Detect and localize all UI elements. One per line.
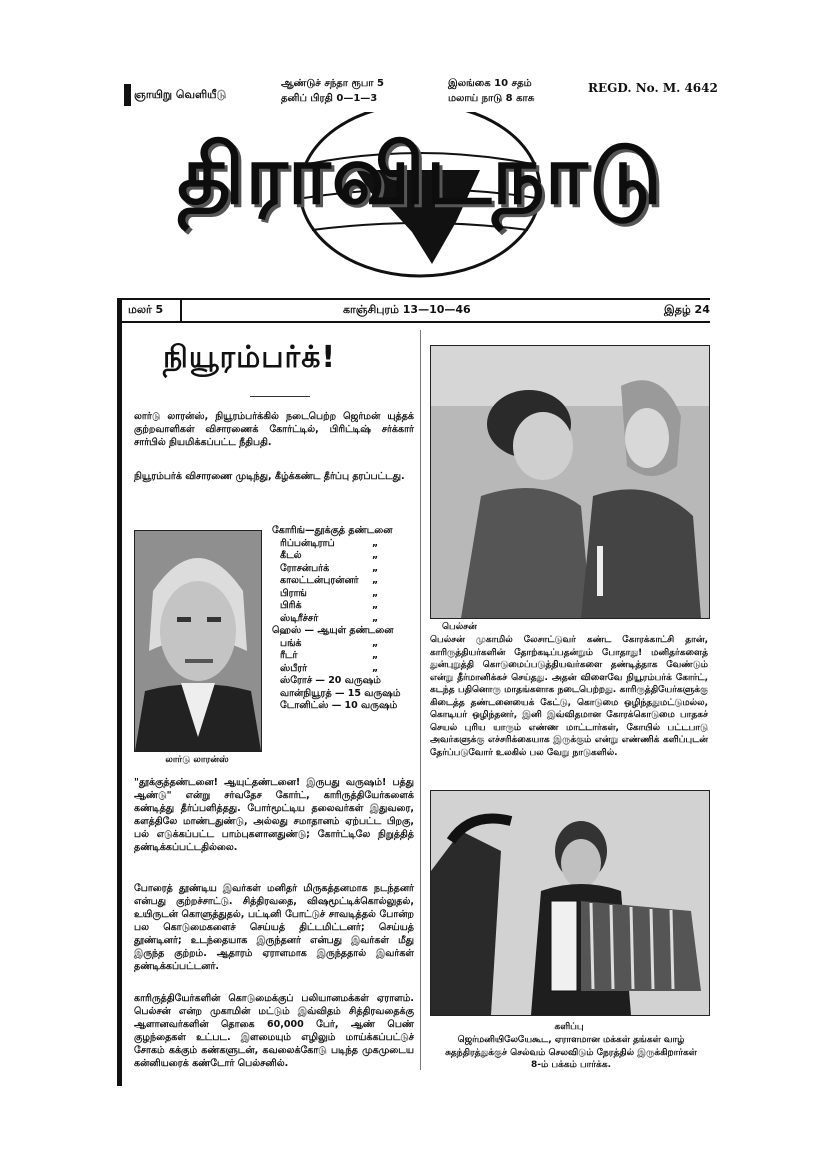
body-paragraph-1: "தூக்குத்தண்டனை! ஆயுட்தண்டனை! இருபது வருஷம்! பத்து ஆண்டு" என்று சர்வதேச கோர்ட், காரிருத்தியேர்களைக் கண்டித்து தீர்ப்பளித்தது. போர்மூட்டிய தலைவர்கள் இதுவரை, களத்திலே மாண்டதுண்டு, அல்லது சமாதானம் ஏற்பட்ட பிறகு, பல் எடுக்கப்பட்ட பாம்புகளானதுண்டு; கோர்ட்டிலே நிறுத்தித் தண்டிக்கப்பட்டதில்லை. (134, 777, 414, 853)
sentence-row: பிரிக் „ (280, 600, 379, 611)
celebration-photo (430, 790, 710, 1016)
portrait-caption: லார்டு லாரன்ஸ் (165, 755, 229, 765)
lord-lawrence-portrait (134, 530, 262, 752)
ceylon-price: இலங்கை 10 சதம் (448, 78, 532, 89)
body-paragraph-3: காரிருத்தியேர்களின் கொடுமைக்குப் பலியானமக்கள் ஏராளம். பெல்சன் என்ற முகாமின் மட்டும் இவ்விதம் சித்திரவதைக்கு ஆளானவர்களின் தொகை 60,000 பேர், ஆண் பெண் குழந்தைகள் உட்பட. இளமையும் எழிலும் மாய்க்கப்பட்டுச் சோகம் கக்கும் கண்களுடன், கவலைக்கோடு படிந்த முகமுடைய கன்னியரைக் கண்டோர் பெல்சனில். (134, 993, 414, 1069)
sentence-row: ஸ்பீரர் „ (280, 662, 379, 674)
sentences-list (272, 525, 432, 713)
masthead (0, 0, 827, 300)
volume-label: மலர் 5 (128, 303, 164, 316)
column-divider (420, 330, 421, 1070)
belsen-photo (430, 345, 710, 619)
intro-paragraph-2: நியூரம்பர்க் விசாரணை முடிந்து, கீழ்க்கண்ட தீர்ப்பு தரப்பட்டது. (134, 471, 405, 482)
celebration-text: ஜெர்மனியிலேயேகூட, ஏராளமான மக்கள் தங்கள் வாழ் சுதந்திரத்துக்குச் செல்வம் செலவிடும் நேரத்தில் இருக்கிறார்கள் 8-ம் பக்கம் பார்க்க. (445, 1035, 697, 1070)
belsen-caption: பெல்சன் (442, 622, 477, 632)
sentence-row: பங்க் „ (280, 637, 379, 649)
single-copy-price: தனிப் பிரதி 0—1—3 (281, 93, 378, 104)
sentence-row: ஹெஸ் — ஆயுள் தண்டனை (272, 625, 394, 636)
issue-bar-top-rule (122, 298, 710, 300)
issue-bar-bottom-rule (122, 321, 710, 323)
place-date: காஞ்சிபுரம் 13—10—46 (343, 303, 471, 316)
sentence-row: வான்நியூரத் — 15 வருஷம் (280, 687, 401, 699)
intro-paragraph-1: லார்டு லாரன்ஸ், நியூரம்பர்க்கில் நடைபெற்ற ஜெர்மன் யுத்தக் குற்றவாளிகள் விசாரணைக் கோர்ட்டில், பிரிட்டிஷ் சர்க்கார் சார்பில் நியமிக்கப்பட்ட நீதிபதி. (134, 411, 414, 448)
registration-number: REGD. No. M. 4642 (588, 81, 718, 95)
masthead-marker (124, 84, 131, 106)
sentence-row: ரிப்பன்டிராப் „ (280, 537, 379, 549)
sentence-row: கீடல் „ (280, 550, 379, 561)
newspaper-title: திராவிடநாடு (177, 128, 663, 223)
sentence-row: பிராங் „ (280, 587, 379, 599)
belsen-text: பெல்சன் முகாமில் லேசாட்டுவர் கண்ட கோரக்காட்சி தான், காரிருத்தியர்களின் தோற்கடிப்பதன்றும் போதாது! மனிதர்களைத் துன்புறுத்தி கொடுமைப்படுத்தியவர்களை தண்டித்தாக வேண்டும் என்று தீர்மானிக்கச் செய்தது. அதன் விளைவே நியூரம்பர்க் கோர்ட், கடந்த பதினொரு மாதங்களாக நடைபெற்றது. காரிருத்தியேர்களுக்கு கிடைத்த தண்டனையைக் கேட்டு, கொடுமை ஒழிந்ததுமட்டுமல்ல, கொடியர் ஒழிந்தனர், இனி இவ்விதமான கோரக்கொடுமை பாதகச் செயல் புரிய யாரும் எண்ண மாட்டார்கள், கோயில் பட்டபாடு அவர்களுக்கு எச்சரிக்கையாக இருக்கும் என்று எண்ணிக் களிப்புடன் தேர்ப்படுவோர் உலகில் பல வேறு நாடுகளில். (430, 635, 708, 758)
body-paragraph-2: போரைத் தூண்டிய இவர்கள் மனிதர் மிருகத்தனமாக நடந்தனர் என்பது குற்றச்சாட்டு. சித்திரவதை, விஷமூட்டிக்கொல்லுதல், உயிருடன் கொளுத்துதல், பட்டினி போட்டுச் சாவடித்தல் போன்ற பல கொடுமைகளைச் செய்யத் திட்டமிட்டனர்; செய்யத் தூண்டினர்; உடந்தையாக இருந்தனர் என்பது இவர்கள் மீது இருந்த குற்றம். ஆதாரம் ஏராளமாக இருந்ததால் இவர்கள் தண்டிக்கப்பட்டனர். (134, 883, 414, 972)
issue-number: இதழ் 24 (664, 303, 710, 316)
sentence-row: கோரிங்—தூக்குத் தண்டனை (272, 525, 393, 536)
annual-fee: ஆண்டுச் சந்தா ரூபா 5 (281, 78, 384, 89)
celebration-caption: களிப்பு (554, 1022, 584, 1032)
sunday-edition-label: ஞாயிறு வெளியீடு (134, 88, 227, 101)
sentence-row: ஸ்டிரீச்சர் „ (280, 612, 379, 624)
sentence-row: ரோசன்பர்க் „ (280, 562, 379, 574)
page-left-border (117, 298, 122, 1086)
headline-underline (250, 396, 310, 397)
sentence-row: காலட்டன்புரன்னர் „ (280, 575, 379, 586)
sentence-row: ரீடர் „ (280, 650, 379, 661)
malaya-price: மலாய் நாடு 8 காசு (448, 93, 535, 104)
sentence-row: ஸ்ரோச் — 20 வருஷம் (280, 675, 381, 686)
sentence-row: டோனிட்ஸ் — 10 வருஷம் (280, 700, 398, 711)
article-headline: நியூரம்பர்க்! (163, 340, 337, 375)
header-box-left (180, 298, 182, 322)
